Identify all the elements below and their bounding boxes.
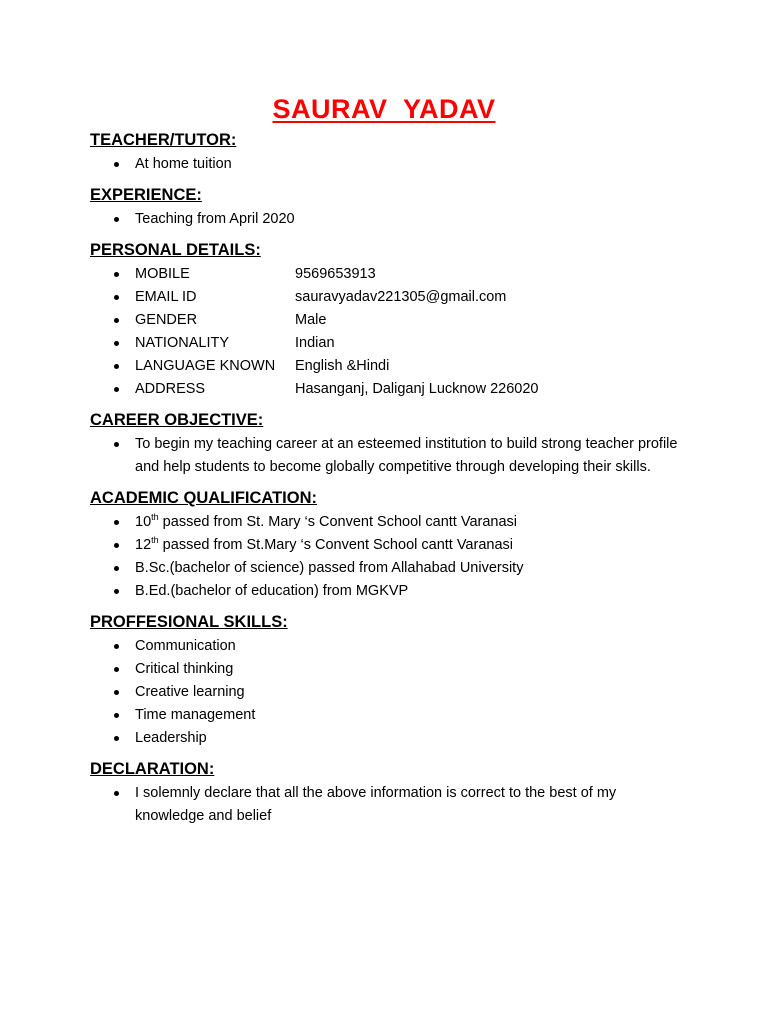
detail-row-address	[90, 378, 678, 401]
detail-value: Male	[295, 312, 327, 328]
detail-row-language	[90, 355, 678, 378]
list-item: Communication	[90, 635, 678, 658]
candidate-name: SAURAV YADAV	[272, 94, 496, 124]
list-item: B.Sc.(bachelor of science) passed from Allahabad University	[90, 557, 678, 580]
experience-list	[90, 208, 678, 231]
detail-row-gender	[90, 309, 678, 332]
teacher-heading: TEACHER/TUTOR:	[90, 131, 237, 149]
bullet-icon	[114, 543, 119, 548]
career-objective-heading: CAREER OBJECTIVE:	[90, 411, 264, 429]
bullet-icon	[114, 713, 119, 718]
bullet-icon	[114, 364, 119, 369]
detail-label: GENDER	[135, 312, 198, 328]
bullet-icon	[114, 736, 119, 741]
detail-label: MOBILE	[135, 266, 190, 282]
list-item: Teaching from April 2020	[90, 208, 678, 231]
detail-row-nationality	[90, 332, 678, 355]
teacher-list	[90, 153, 678, 176]
bullet-icon	[114, 566, 119, 571]
list-item: Time management	[90, 704, 678, 727]
section-academic-qualification	[90, 486, 678, 603]
list-item: B.Ed.(bachelor of education) from MGKVP	[90, 580, 678, 603]
detail-label: NATIONALITY	[135, 335, 229, 351]
bullet-icon	[114, 387, 119, 392]
skills-heading: PROFFESIONAL SKILLS:	[90, 613, 288, 631]
section-declaration	[90, 757, 678, 828]
bullet-icon	[114, 318, 119, 323]
bullet-icon	[114, 589, 119, 594]
section-teacher	[90, 128, 678, 176]
detail-value: sauravyadav221305@gmail.com	[295, 289, 507, 305]
detail-value: Hasanganj, Daliganj Lucknow 226020	[295, 381, 539, 397]
list-item: To begin my teaching career at an esteemed institution to build strong teacher profile and help students to become globally competitive through developing their skills.	[90, 433, 678, 479]
bullet-icon	[114, 690, 119, 695]
personal-details-heading: PERSONAL DETAILS:	[90, 241, 261, 259]
bullet-icon	[114, 442, 119, 447]
bullet-icon	[114, 667, 119, 672]
career-objective-list	[90, 433, 678, 479]
detail-value: 9569653913	[295, 266, 376, 282]
bullet-icon	[114, 295, 119, 300]
bullet-icon	[114, 162, 119, 167]
bullet-icon	[114, 791, 119, 796]
section-experience	[90, 183, 678, 231]
list-item: Leadership	[90, 727, 678, 750]
skills-list	[90, 635, 678, 750]
detail-value: English &Hindi	[295, 358, 390, 374]
section-career-objective	[90, 408, 678, 479]
bullet-icon	[114, 520, 119, 525]
detail-label: LANGUAGE KNOWN	[135, 358, 276, 374]
bullet-icon	[114, 644, 119, 649]
detail-row-mobile	[90, 263, 678, 286]
bullet-icon	[114, 341, 119, 346]
section-personal-details	[90, 238, 678, 401]
academic-heading: ACADEMIC QUALIFICATION:	[90, 489, 318, 507]
list-item: At home tuition	[90, 153, 678, 176]
detail-label: EMAIL ID	[135, 289, 197, 305]
list-item: I solemnly declare that all the above information is correct to the best of my knowledge and belief	[90, 782, 678, 828]
bullet-icon	[114, 272, 119, 277]
list-item: 10th passed from St. Mary ‘s Convent School cantt Varanasi	[90, 511, 678, 534]
declaration-heading: DECLARATION:	[90, 760, 215, 778]
section-professional-skills	[90, 610, 678, 750]
personal-details-list	[90, 263, 678, 401]
list-item: Creative learning	[90, 681, 678, 704]
declaration-list	[90, 782, 678, 828]
detail-value: Indian	[295, 335, 335, 351]
detail-row-email	[90, 286, 678, 309]
bullet-icon	[114, 217, 119, 222]
list-item: 12th passed from St.Mary ‘s Convent School cantt Varanasi	[90, 534, 678, 557]
list-item: Critical thinking	[90, 658, 678, 681]
experience-heading: EXPERIENCE:	[90, 186, 202, 204]
academic-list	[90, 511, 678, 603]
detail-label: ADDRESS	[135, 381, 206, 397]
